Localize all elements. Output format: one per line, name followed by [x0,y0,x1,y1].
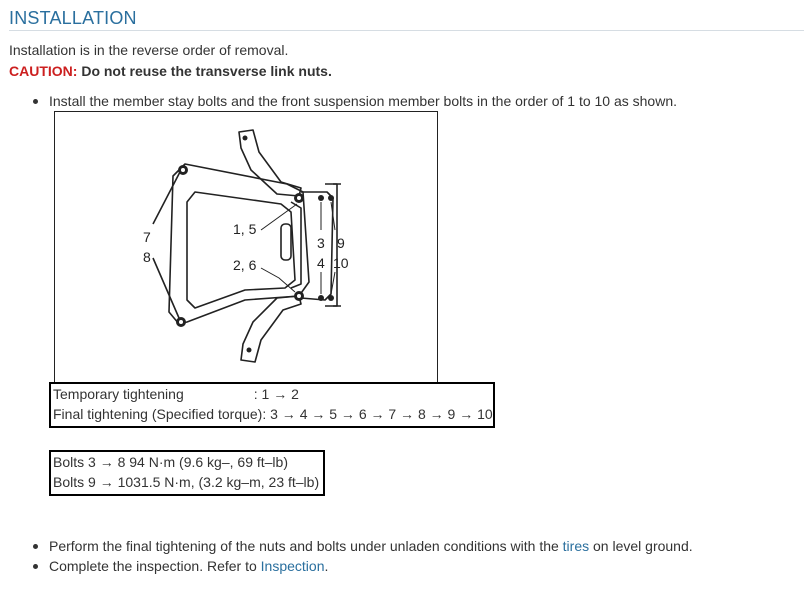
temporary-tightening: Temporary tightening : 1 → 2 [53,386,299,402]
heading-divider [9,30,804,31]
caution-note [9,63,332,79]
bullet-final-text: Perform the final tightening of the nuts and bolts under unladen conditions with the [49,538,563,554]
label-bolt-7: 7 [143,229,151,245]
member-outer-frame [169,164,309,324]
final-tightening: Final tightening (Specified torque): 3 → 4 → 5 → 6 → 7 → 8 → 9 → 10 [53,406,493,422]
suspension-member-diagram [54,111,438,383]
label-bolt-9: 9 [337,235,345,251]
label-bolt-3: 3 [317,235,325,251]
tires-link[interactable]: tires [562,538,590,554]
section-heading: INSTALLATION [9,8,137,28]
inspection-link[interactable]: Inspection [260,558,325,574]
bullet-final-tightening [49,538,693,554]
center-slot [281,224,291,260]
label-bolt-4: 4 [317,255,325,271]
label-bolts-2-6: 2, 6 [233,257,257,273]
diagram-drawing [55,112,437,382]
label-bolt-10: 10 [333,255,349,271]
caution-label: CAUTION: [9,63,78,79]
bullet-install-order: Install the member stay bolts and the front suspension member bolts in the order of 1 to 10 as shown. [49,93,678,109]
intro-text: Installation is in the reverse order of removal. [9,42,289,58]
member-inner-window [187,192,295,308]
torque-spec-box [49,450,325,496]
label-bolts-1-5: 1, 5 [233,221,257,237]
torque-row-bolts-3-8: Bolts 3 → 8 94 N·m (9.6 kg–, 69 ft–lb) [53,454,288,470]
bullet-inspection-text-end: . [324,558,329,574]
bullet-inspection [49,558,328,574]
label-bolt-8: 8 [143,249,151,265]
bullet-inspection-text: Complete the inspection. Refer to [49,558,261,574]
bullet-final-text-end: on level ground. [589,538,693,554]
tightening-order-box [49,382,495,428]
torque-row-bolts-9-10: Bolts 9 → 1031.5 N·m, (3.2 kg–m, 23 ft–lb) [53,474,320,490]
caution-text: Do not reuse the transverse link nuts. [81,63,332,79]
